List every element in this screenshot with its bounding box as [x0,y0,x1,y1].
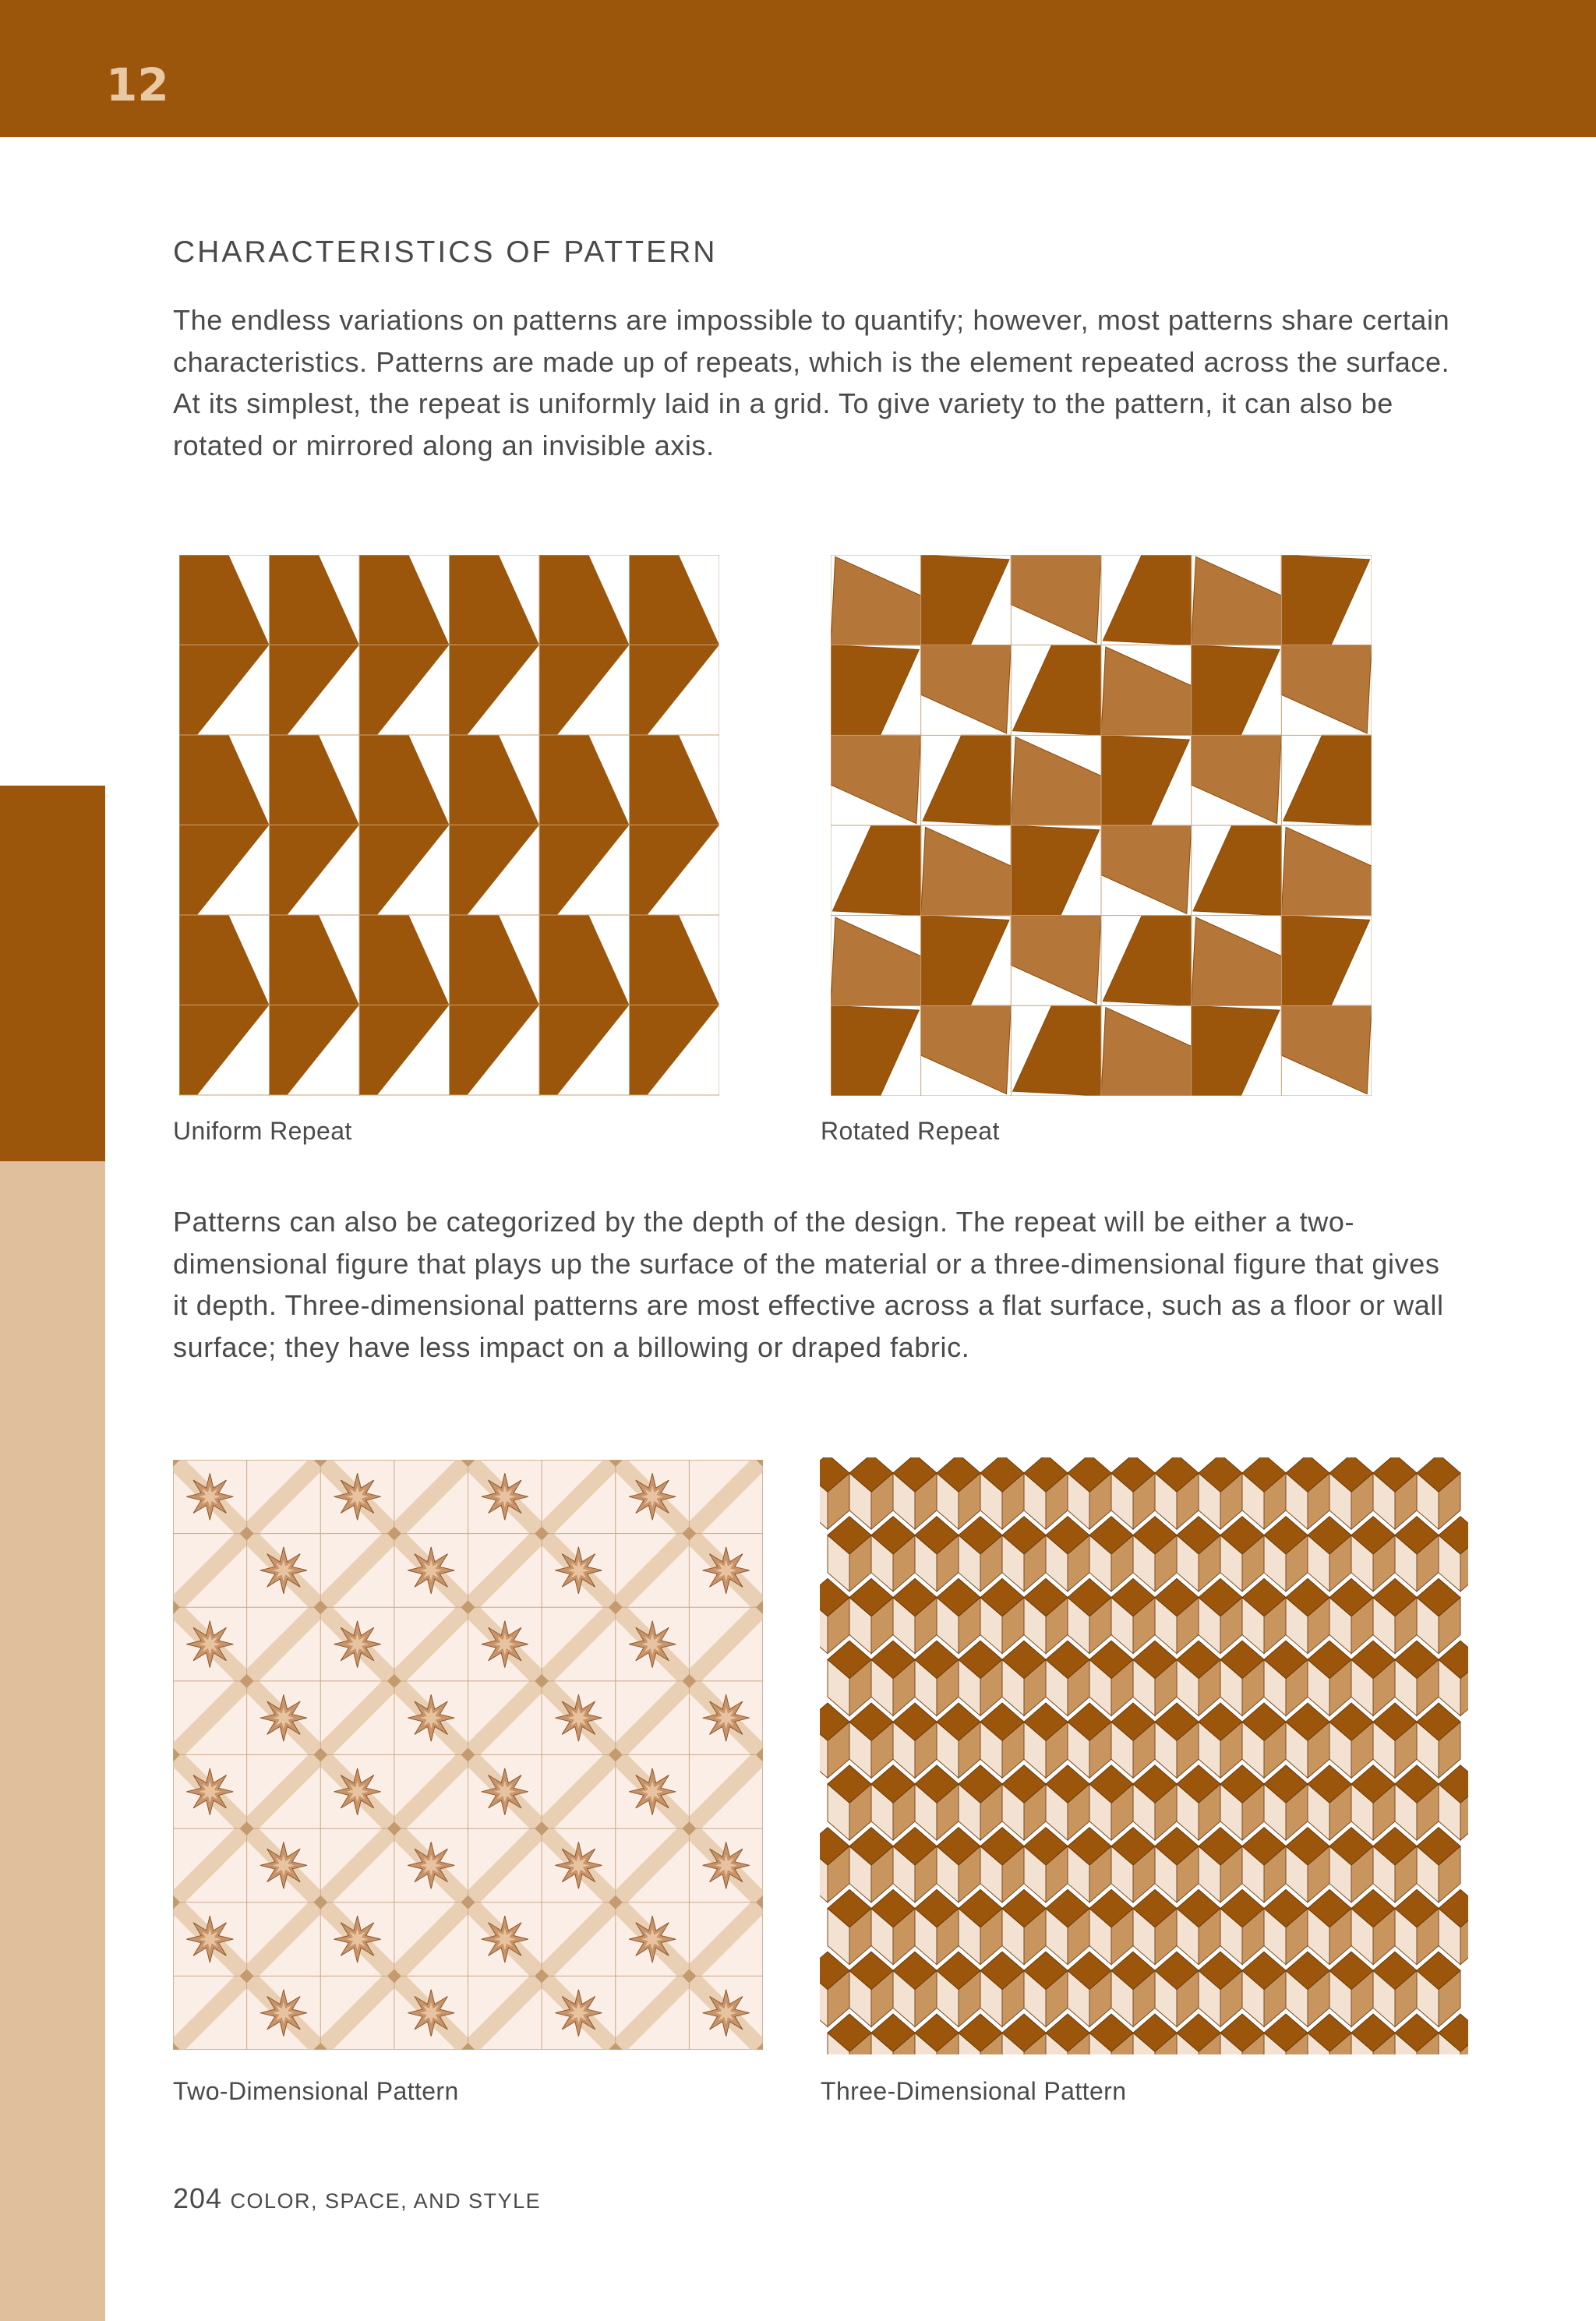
star-center [273,1560,295,1581]
page-number: 204 [173,2182,223,2214]
paragraph-1: The endless variations on patterns are impossible to quantify; however, most patterns share certain characteristics. Patterns are made up of repeats, which is the element repeated across the surface. At its simplest, the repeat is uniformly laid in a grid. To give variety to the pattern, it can also be rotated or mirrored along an invisible axis. [173,304,1450,461]
star-center [347,1928,369,1950]
star-center [715,1854,737,1876]
two-dimensional-pattern [173,1460,763,2050]
star-center [715,2002,737,2024]
star-center [420,1560,442,1581]
rotated-repeat-pattern [831,555,1372,1096]
star-center [641,1486,663,1507]
rotated-repeat-caption: Rotated Repeat [821,1117,1000,1145]
star-center [715,1560,737,1581]
star-center [494,1634,516,1655]
star-center [420,1707,442,1729]
star-center [199,1781,221,1803]
star-center [494,1928,516,1950]
star-center [273,2002,295,2024]
star-center [567,2002,589,2024]
star-center [641,1928,663,1950]
star-center [420,1854,442,1876]
uniform-repeat-pattern [179,555,719,1096]
star-center [273,1707,295,1729]
star-center [347,1634,369,1655]
page-footer [173,2182,541,2215]
star-center [494,1781,516,1803]
uniform-repeat-figure [179,555,719,1096]
star-center [420,2002,442,2024]
section-heading: CHARACTERISTICS OF PATTERN [173,235,718,269]
three-dimensional-figure [820,1457,1468,2054]
two-dimensional-caption: Two-Dimensional Pattern [173,2077,459,2105]
chapter-number: 12 [106,58,169,111]
star-center [347,1781,369,1803]
rotated-repeat-figure [831,555,1372,1096]
paragraph-2: Patterns can also be categorized by the depth of the design. The repeat will be either a two-dimensional figure that plays up the surface of the material or a three-dimensional figure that gives it depth. Three-dimensional patterns are most effective across a flat surface, such as a floor or wall surface; they have less impact on a billowing or draped fabric. [173,1206,1444,1363]
header-band [0,0,1596,137]
star-center [567,1854,589,1876]
side-strip-dark [0,786,105,1161]
two-dimensional-figure [173,1460,763,2050]
star-center [715,1707,737,1729]
star-center [567,1560,589,1581]
star-center [641,1781,663,1803]
star-center [567,1707,589,1729]
three-dimensional-caption: Three-Dimensional Pattern [821,2077,1127,2105]
star-center [199,1634,221,1655]
star-center [199,1928,221,1950]
running-title: COLOR, SPACE, AND STYLE [230,2189,542,2213]
star-center [273,1854,295,1876]
star-center [199,1486,221,1507]
star-center [494,1486,516,1507]
three-dimensional-pattern [820,1457,1468,2054]
uniform-repeat-caption: Uniform Repeat [173,1117,352,1145]
star-center [347,1486,369,1507]
star-center [641,1634,663,1655]
